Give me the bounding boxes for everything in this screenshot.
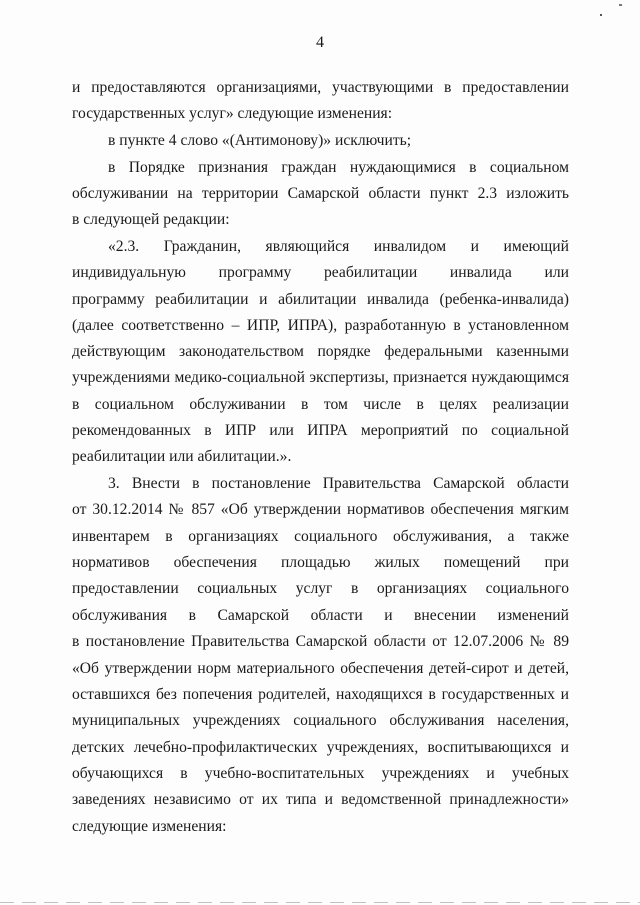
text-line: заведениях независимо от их типа и ведомственной принадлежности» <box>72 791 569 808</box>
text-line: в следующей редакции: <box>72 211 230 228</box>
page-number: 4 <box>316 34 324 51</box>
text-line: в постановление Правительства Самарской области от 12.07.2006 № 89 <box>72 633 569 650</box>
text-line: оставшихся без попечения родителей, находящихся в государственных и <box>72 686 569 703</box>
text-line: индивидуальную программу реабилитации инвалида или <box>72 264 569 281</box>
text-line: в Порядке признания граждан нуждающимися в социальном <box>108 159 569 176</box>
text-line: «Об утверждении норм материального обеспечения детей-сирот и детей, <box>72 660 569 677</box>
text-line: (далее соответственно – ИПР, ИПРА), разработанную в установленном <box>72 317 569 334</box>
scan-artifact <box>600 14 602 16</box>
text-line: предоставлении социальных услуг в организациях социального <box>72 580 569 597</box>
text-line: и предоставляются организациями, участвующими в предоставлении <box>72 79 569 96</box>
scan-edge <box>0 902 640 903</box>
text-line: от 30.12.2014 № 857 «Об утверждении нормативов обеспечения мягким <box>72 501 569 518</box>
text-line: учреждениями медико-социальной экспертизы, признается нуждающимся <box>72 369 569 386</box>
text-line: обслуживании на территории Самарской области пункт 2.3 изложить <box>72 185 569 202</box>
text-line: программу реабилитации и абилитации инвалида (ребенка-инвалида) <box>72 291 569 308</box>
text-line: нормативов обеспечения площадью жилых помещений при <box>72 554 569 571</box>
scan-artifact <box>619 4 622 6</box>
text-line: муниципальных учреждениях социального обслуживания населения, <box>72 712 569 729</box>
text-line: инвентарем в организациях социального обслуживания, а также <box>72 528 569 545</box>
text-line: детских лечебно-профилактических учреждениях, воспитывающихся и <box>72 739 569 756</box>
text-line: действующим законодательством порядке федеральными казенными <box>72 343 569 360</box>
text-line: 3. Внести в постановление Правительства Самарской области <box>108 475 569 492</box>
text-line: реабилитации или абилитации.». <box>72 448 292 465</box>
text-line: обучающихся в учебно-воспитательных учреждениях и учебных <box>72 765 569 782</box>
text-line: «2.3. Гражданин, являющийся инвалидом и имеющий <box>108 238 569 255</box>
text-line: обслуживания в Самарской области и внесении изменений <box>72 607 569 624</box>
text-line: в пункте 4 слово «(Антимонову)» исключить; <box>108 132 412 149</box>
text-line: в социальном обслуживании в том числе в целях реализации <box>72 396 569 413</box>
text-line: рекомендованных в ИПР или ИПРА мероприятий по социальной <box>72 422 569 439</box>
text-line: следующие изменения: <box>72 818 227 835</box>
text-line: государственных услуг» следующие изменения: <box>72 105 393 122</box>
